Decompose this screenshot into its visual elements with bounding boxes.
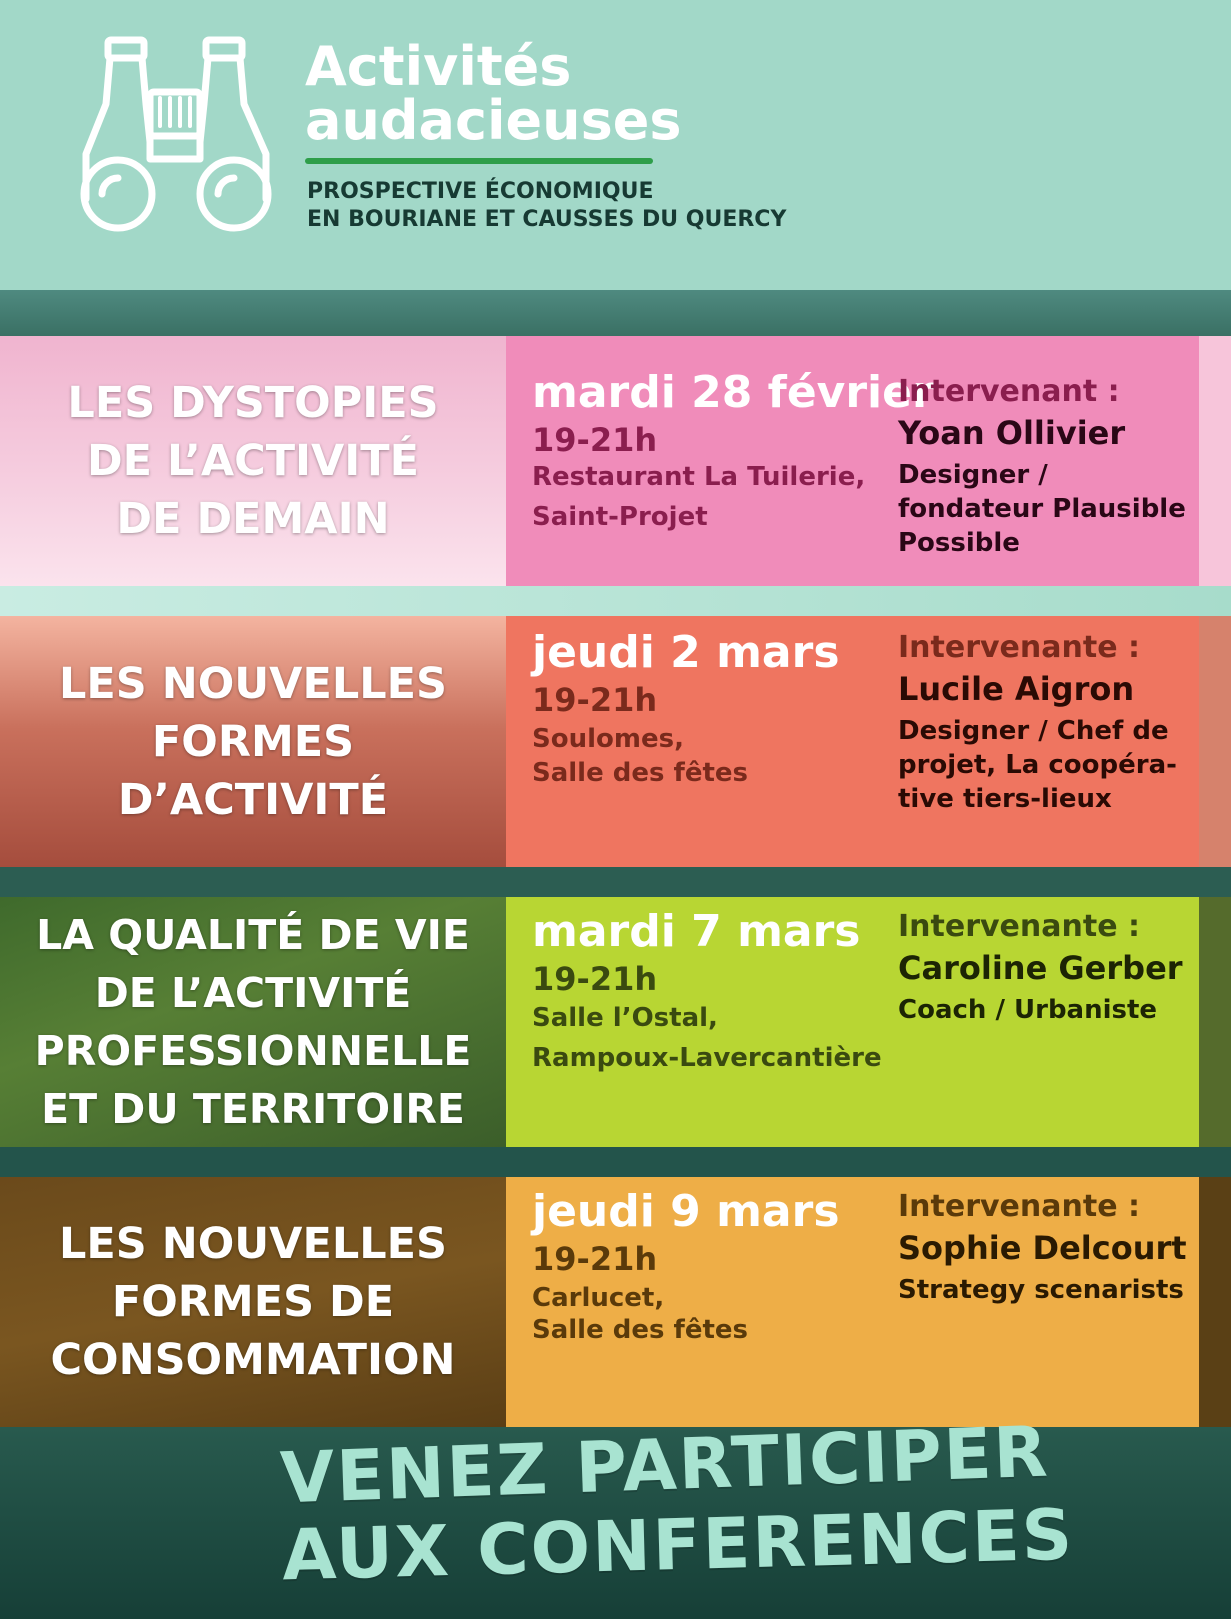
call-to-action xyxy=(0,1410,1231,1597)
event-time: 19-21h xyxy=(532,1240,658,1278)
event-place-line2: Salle des fêtes xyxy=(532,758,749,788)
event-row xyxy=(0,897,1231,1147)
speaker-description: Designer / Chef de projet, La coopéra-tive tiers-lieux xyxy=(898,716,1177,814)
speaker-name: Lucile Aigron xyxy=(898,670,1135,708)
speaker-role: Intervenante : xyxy=(898,630,1140,665)
photo-band xyxy=(0,586,1231,616)
speaker-name: Yoan Ollivier xyxy=(898,414,1126,452)
speaker-description: Coach / Urbaniste xyxy=(898,995,1158,1025)
photo-strip xyxy=(1199,336,1231,586)
event-title: LES DYSTOPIES DE L’ACTIVITÉ DE DEMAIN xyxy=(67,378,439,544)
photo-band xyxy=(0,290,1231,336)
speaker-role: Intervenante : xyxy=(898,909,1140,944)
event-date: mardi 7 mars xyxy=(532,906,861,957)
brand-title-line1: Activités xyxy=(305,35,572,98)
binoculars-icon xyxy=(80,34,275,239)
event-time: 19-21h xyxy=(532,421,658,459)
event-place-line2: Saint-Projet xyxy=(532,502,708,532)
event-row xyxy=(0,1177,1231,1427)
event-card xyxy=(506,897,1199,1147)
event-row xyxy=(0,616,1231,867)
event-title: LES NOUVELLES FORMES D’ACTIVITÉ xyxy=(59,658,447,825)
speaker-description: Strategy scenarists xyxy=(898,1275,1184,1305)
speaker-role: Intervenante : xyxy=(898,1189,1140,1224)
brand-subtitle-line1: PROSPECTIVE ÉCONOMIQUE xyxy=(307,179,654,204)
event-card xyxy=(506,1177,1199,1427)
event-title: LES NOUVELLES FORMES DE CONSOMMATION xyxy=(50,1219,456,1385)
event-place-line2: Rampoux-Lavercantière xyxy=(532,1043,882,1073)
event-title-panel xyxy=(0,897,506,1147)
event-title-panel xyxy=(0,616,506,867)
photo-band xyxy=(0,867,1231,897)
event-card xyxy=(506,336,1199,586)
photo-strip xyxy=(1199,897,1231,1147)
speaker-name: Sophie Delcourt xyxy=(898,1229,1187,1267)
event-time: 19-21h xyxy=(532,681,658,719)
event-date: jeudi 2 mars xyxy=(532,627,840,678)
photo-strip xyxy=(1199,1177,1231,1427)
event-card xyxy=(506,616,1199,867)
photo-band xyxy=(0,1147,1231,1177)
brand-subtitle xyxy=(307,178,786,234)
event-place-line1: Soulomes, xyxy=(532,724,684,754)
brand-underline xyxy=(305,158,653,164)
event-place-line1: Carlucet, xyxy=(532,1283,665,1313)
photo-strip xyxy=(1199,616,1231,867)
brand-title xyxy=(305,35,682,152)
event-place-line1: Salle l’Ostal, xyxy=(532,1003,718,1033)
cta-line1: VENEZ PARTICIPER xyxy=(278,1410,1051,1520)
speaker-description: Designer / fondateur Plausible Possible xyxy=(898,460,1186,558)
cta-line2: AUX CONFERENCES xyxy=(281,1493,1076,1597)
event-row xyxy=(0,336,1231,586)
speaker-name: Caroline Gerber xyxy=(898,949,1183,987)
brand-subtitle-line2: EN BOURIANE ET CAUSSES DU QUERCY xyxy=(307,207,787,232)
speaker-role: Intervenant : xyxy=(898,374,1120,409)
event-date: jeudi 9 mars xyxy=(532,1186,840,1237)
brand-title-line2: audacieuses xyxy=(305,89,682,152)
event-place-line1: Restaurant La Tuilerie, xyxy=(532,462,866,492)
event-title: LA QUALITÉ DE VIE DE L’ACTIVITÉ PROFESSIONNELLE ET DU TERRITOIRE xyxy=(34,911,472,1133)
event-place-line2: Salle des fêtes xyxy=(532,1315,749,1345)
event-time: 19-21h xyxy=(532,960,658,998)
event-date: mardi 28 février xyxy=(532,367,934,418)
event-title-panel xyxy=(0,336,506,586)
event-title-panel xyxy=(0,1177,506,1427)
